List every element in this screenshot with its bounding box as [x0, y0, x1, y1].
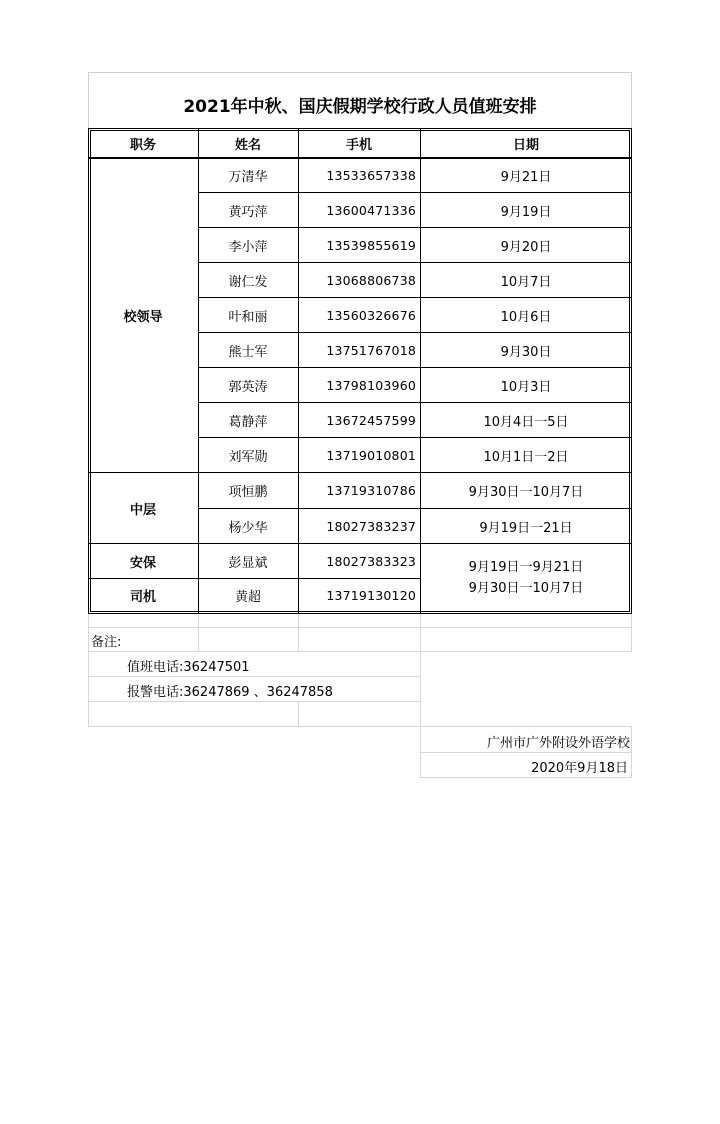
- gridline: [631, 614, 632, 651]
- name-cell: 彭显斌: [228, 555, 268, 571]
- header-role: 职务: [129, 138, 156, 153]
- phone-cell: 18027383323: [326, 553, 416, 569]
- date-cell: 10月4日一5日: [483, 414, 569, 430]
- group-middle: 中层: [129, 502, 156, 518]
- phone-cell: 13719010801: [326, 447, 416, 463]
- date-cell: 10月7日: [500, 274, 552, 290]
- duty-phone-note: 值班电话:36247501: [127, 660, 250, 675]
- phone-cell: 13751767018: [326, 342, 416, 358]
- name-cell: 杨少华: [228, 520, 268, 536]
- date-cell: 9月30日一10月7日: [468, 485, 584, 500]
- shared-date-cell: [420, 544, 632, 611]
- name-cell: 叶和丽: [228, 309, 268, 325]
- phone-cell: 13068806738: [326, 272, 416, 288]
- name-cell: 李小萍: [228, 239, 268, 255]
- gridline: [298, 614, 299, 651]
- school-name: 广州市广外附设外语学校: [486, 736, 630, 751]
- header-name: 姓名: [234, 138, 261, 153]
- shared-date-line: 9月19日一9月21日: [468, 559, 584, 575]
- page-title: 2021年中秋、国庆假期学校行政人员值班安排: [88, 72, 632, 128]
- document-date: 2020年9月18日: [531, 761, 628, 776]
- phone-cell: 13539855619: [326, 237, 416, 253]
- gridline: [420, 777, 632, 778]
- date-cell: 10月3日: [500, 379, 552, 395]
- gridline: [198, 614, 199, 651]
- date-cell: 9月19日: [500, 204, 552, 220]
- gridline: [631, 726, 632, 777]
- name-cell: 刘军勋: [228, 449, 268, 465]
- name-cell: 项恒鹏: [228, 485, 268, 500]
- name-cell: 谢仁发: [228, 274, 268, 290]
- date-cell: 9月30日: [500, 344, 552, 360]
- name-cell: 熊士军: [228, 344, 268, 360]
- header-date: 日期: [512, 138, 539, 153]
- date-cell: 10月1日一2日: [483, 449, 569, 465]
- phone-cell: 13672457599: [326, 412, 416, 428]
- phone-cell: 13533657338: [326, 167, 416, 183]
- name-cell: 万清华: [228, 169, 268, 185]
- phone-cell: 18027383237: [326, 518, 416, 534]
- name-cell: 黄超: [234, 589, 261, 605]
- phone-cell: 13798103960: [326, 377, 416, 393]
- name-cell: 葛静萍: [228, 414, 268, 430]
- gridline: [88, 627, 632, 628]
- group-security: 安保: [129, 555, 156, 571]
- alarm-phone-note: 报警电话:36247869 、36247858: [127, 685, 333, 700]
- phone-cell: 13560326676: [326, 307, 416, 323]
- name-cell: 郭英涛: [228, 379, 268, 395]
- phone-cell: 13719130120: [326, 587, 416, 603]
- gridline: [420, 614, 421, 777]
- gridline: [88, 676, 420, 677]
- phone-cell: 13600471336: [326, 202, 416, 218]
- group-leaders: 校领导: [123, 310, 163, 325]
- phone-cell: 13719310786: [326, 483, 416, 498]
- gridline: [88, 651, 632, 652]
- gridline: [88, 726, 632, 727]
- gridline: [88, 701, 420, 702]
- gridline: [420, 752, 632, 753]
- date-cell: 9月20日: [500, 239, 552, 255]
- date-cell: 9月21日: [500, 169, 552, 185]
- duty-table: [88, 128, 632, 614]
- shared-date-line: 9月30日一10月7日: [468, 580, 584, 596]
- notes-label: 备注:: [91, 635, 122, 650]
- date-cell: 9月19日一21日: [479, 520, 573, 536]
- date-cell: 10月6日: [500, 309, 552, 325]
- gridline: [298, 701, 299, 726]
- header-phone: 手机: [345, 138, 372, 153]
- gridline: [88, 614, 89, 726]
- name-cell: 黄巧萍: [228, 204, 268, 220]
- group-driver: 司机: [129, 589, 156, 605]
